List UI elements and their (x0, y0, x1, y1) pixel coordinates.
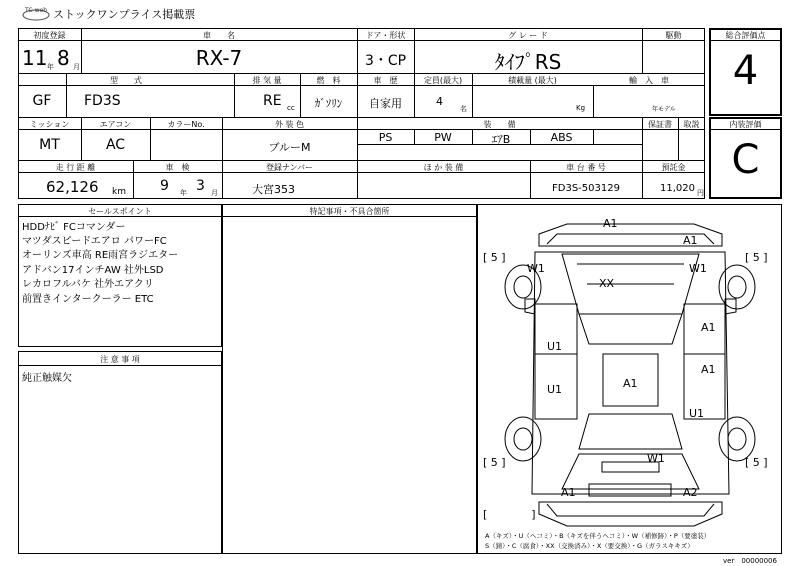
label-deposit: 預託金 (661, 163, 686, 172)
damage-mark: A1 (683, 234, 698, 247)
label-warranty: 保証書 (648, 120, 672, 129)
reg-month: 8 (57, 46, 70, 70)
label-total-score: 総合評価点 (725, 31, 766, 40)
interior-score: C (731, 137, 760, 183)
label-interior-score: 内装評価 (729, 120, 762, 129)
chassis-no: FD3S-503129 (552, 183, 620, 194)
unit-model-year: 年モデル (652, 106, 676, 113)
damage-mark: A1 (623, 377, 638, 390)
page-title: ストックワンプライス掲載票 (53, 8, 196, 21)
sales-point-line: マツダスピードエアロ パワーFC (22, 236, 167, 247)
label-aircon: エアコン (99, 120, 132, 129)
exterior-color: ブルーM (268, 141, 311, 154)
equip-item: ｴｱB (491, 133, 511, 146)
label-import: 輸 入 車 (629, 76, 669, 85)
model-prefix: GF (32, 93, 52, 109)
sales-point-line: HDDﾅﾋﾞ FCコマンダー (22, 222, 126, 233)
label-chassis: 車 台 番 号 (566, 163, 606, 172)
label-name: 車 名 (203, 31, 235, 40)
unit-persons: 名 (460, 105, 467, 113)
damage-mark: W1 (527, 262, 545, 275)
sales-point-line: アドバン17インチAW 社外LSD (22, 265, 164, 276)
label-door-shape: ドア・形状 (365, 31, 406, 40)
sales-point-line: 前置きインタークーラー ETC (22, 294, 154, 305)
tire-bracket: [ 5 ] (483, 456, 506, 469)
damage-legend: A（キズ）・U（ヘコミ）・B（キズを伴うヘコミ）・W（補修跡）・P（要塗装） (485, 532, 711, 540)
vehicle-name: RX-7 (195, 46, 243, 70)
damage-mark: W1 (689, 262, 707, 275)
label-equipment: 装 備 (483, 120, 516, 129)
insp-month: 3 (196, 178, 205, 194)
label-mission: ミッション (29, 120, 70, 129)
aircon: AC (105, 137, 126, 153)
label-caution: 注 意 事 項 (100, 355, 140, 364)
damage-mark: U1 (547, 340, 563, 353)
damage-mark: A1 (603, 217, 618, 230)
damage-mark: A1 (701, 363, 716, 376)
label-load: 積載量 (最大) (508, 76, 557, 85)
label-displacement: 排 気 量 (252, 76, 282, 85)
model: FD3S (84, 93, 121, 109)
spare-bracket: [ ] (483, 508, 536, 521)
car-damage-map (477, 204, 782, 554)
damage-mark: A1 (701, 321, 716, 334)
tire-bracket: [ 5 ] (745, 251, 768, 264)
label-color-no: カラーNo. (167, 120, 205, 129)
label-fuel: 燃 料 (316, 76, 341, 85)
damage-legend: S（錆）・C（腐食）・XX（交換済み）・X（要交換）・G（ガラスキキズ） (485, 542, 694, 550)
usage: 自家用 (369, 97, 402, 110)
plate: 大宮353 (252, 183, 295, 196)
label-exterior-color: 外 装 色 (274, 120, 305, 129)
sales-point-line: レカロフルバケ 社外エアクリ (22, 279, 154, 290)
unit-km: km (112, 187, 126, 197)
unit-month: 月 (211, 189, 218, 197)
label-special: 特記事項・不具合箇所 (309, 207, 390, 216)
label-first-reg: 初度登録 (33, 31, 66, 40)
label-other-equip: ほ か 装 備 (423, 163, 464, 172)
unit-year: 年 (180, 189, 187, 197)
door-shape: 3・CP (364, 53, 407, 69)
label-manual: 取説 (683, 120, 700, 129)
header-logo (22, 6, 50, 18)
equip-item: PS (378, 131, 393, 144)
grade: ﾀｲﾌﾟRS (494, 50, 562, 74)
unit-cc: cc (287, 104, 295, 112)
label-grade: グ レ ー ド (508, 31, 548, 40)
label-sales-point: セールスポイント (88, 207, 152, 216)
equip-item: PW (434, 131, 452, 144)
tire-bracket: [ 5 ] (483, 251, 506, 264)
damage-mark: A2 (683, 486, 698, 499)
tire-bracket: [ 5 ] (745, 456, 768, 469)
mission: MT (39, 137, 60, 153)
label-inspection: 車 検 (165, 163, 190, 172)
label-mileage: 走 行 距 離 (55, 163, 96, 172)
damage-mark: W1 (647, 452, 665, 465)
caution-line: 純正触媒欠 (22, 373, 72, 384)
label-drive: 駆動 (665, 31, 682, 40)
label-plate: 登録ナンバー (265, 163, 314, 172)
fuel: ｶﾞｿﾘﾝ (314, 97, 343, 110)
unit-year: 年 (47, 63, 54, 71)
capacity: 4 (436, 95, 443, 108)
reg-year: 11 (22, 46, 48, 70)
unit-yen: 円 (697, 189, 704, 197)
engine: RE (263, 93, 282, 109)
damage-mark: U1 (547, 383, 563, 396)
version: ver 00000006 (723, 557, 777, 565)
damage-mark: XX (599, 277, 615, 290)
total-score: 4 (732, 48, 759, 94)
insp-year: 9 (160, 178, 169, 194)
mileage: 62,126 (46, 178, 99, 196)
label-capacity: 定員(最大) (423, 76, 463, 85)
special-notes-panel (222, 204, 477, 554)
sales-point-line: オーリンズ車高 RE雨宮ラジエター (22, 250, 179, 261)
label-usage: 車 歴 (373, 76, 398, 85)
unit-kg: Kg (576, 104, 586, 112)
damage-mark: A1 (561, 486, 576, 499)
unit-month: 月 (73, 63, 80, 71)
label-model: 型 式 (110, 76, 142, 85)
equip-item: ABS (550, 131, 573, 144)
logo-text: TC-web (25, 7, 48, 14)
deposit: 11,020 (660, 183, 695, 194)
damage-mark: U1 (689, 407, 705, 420)
